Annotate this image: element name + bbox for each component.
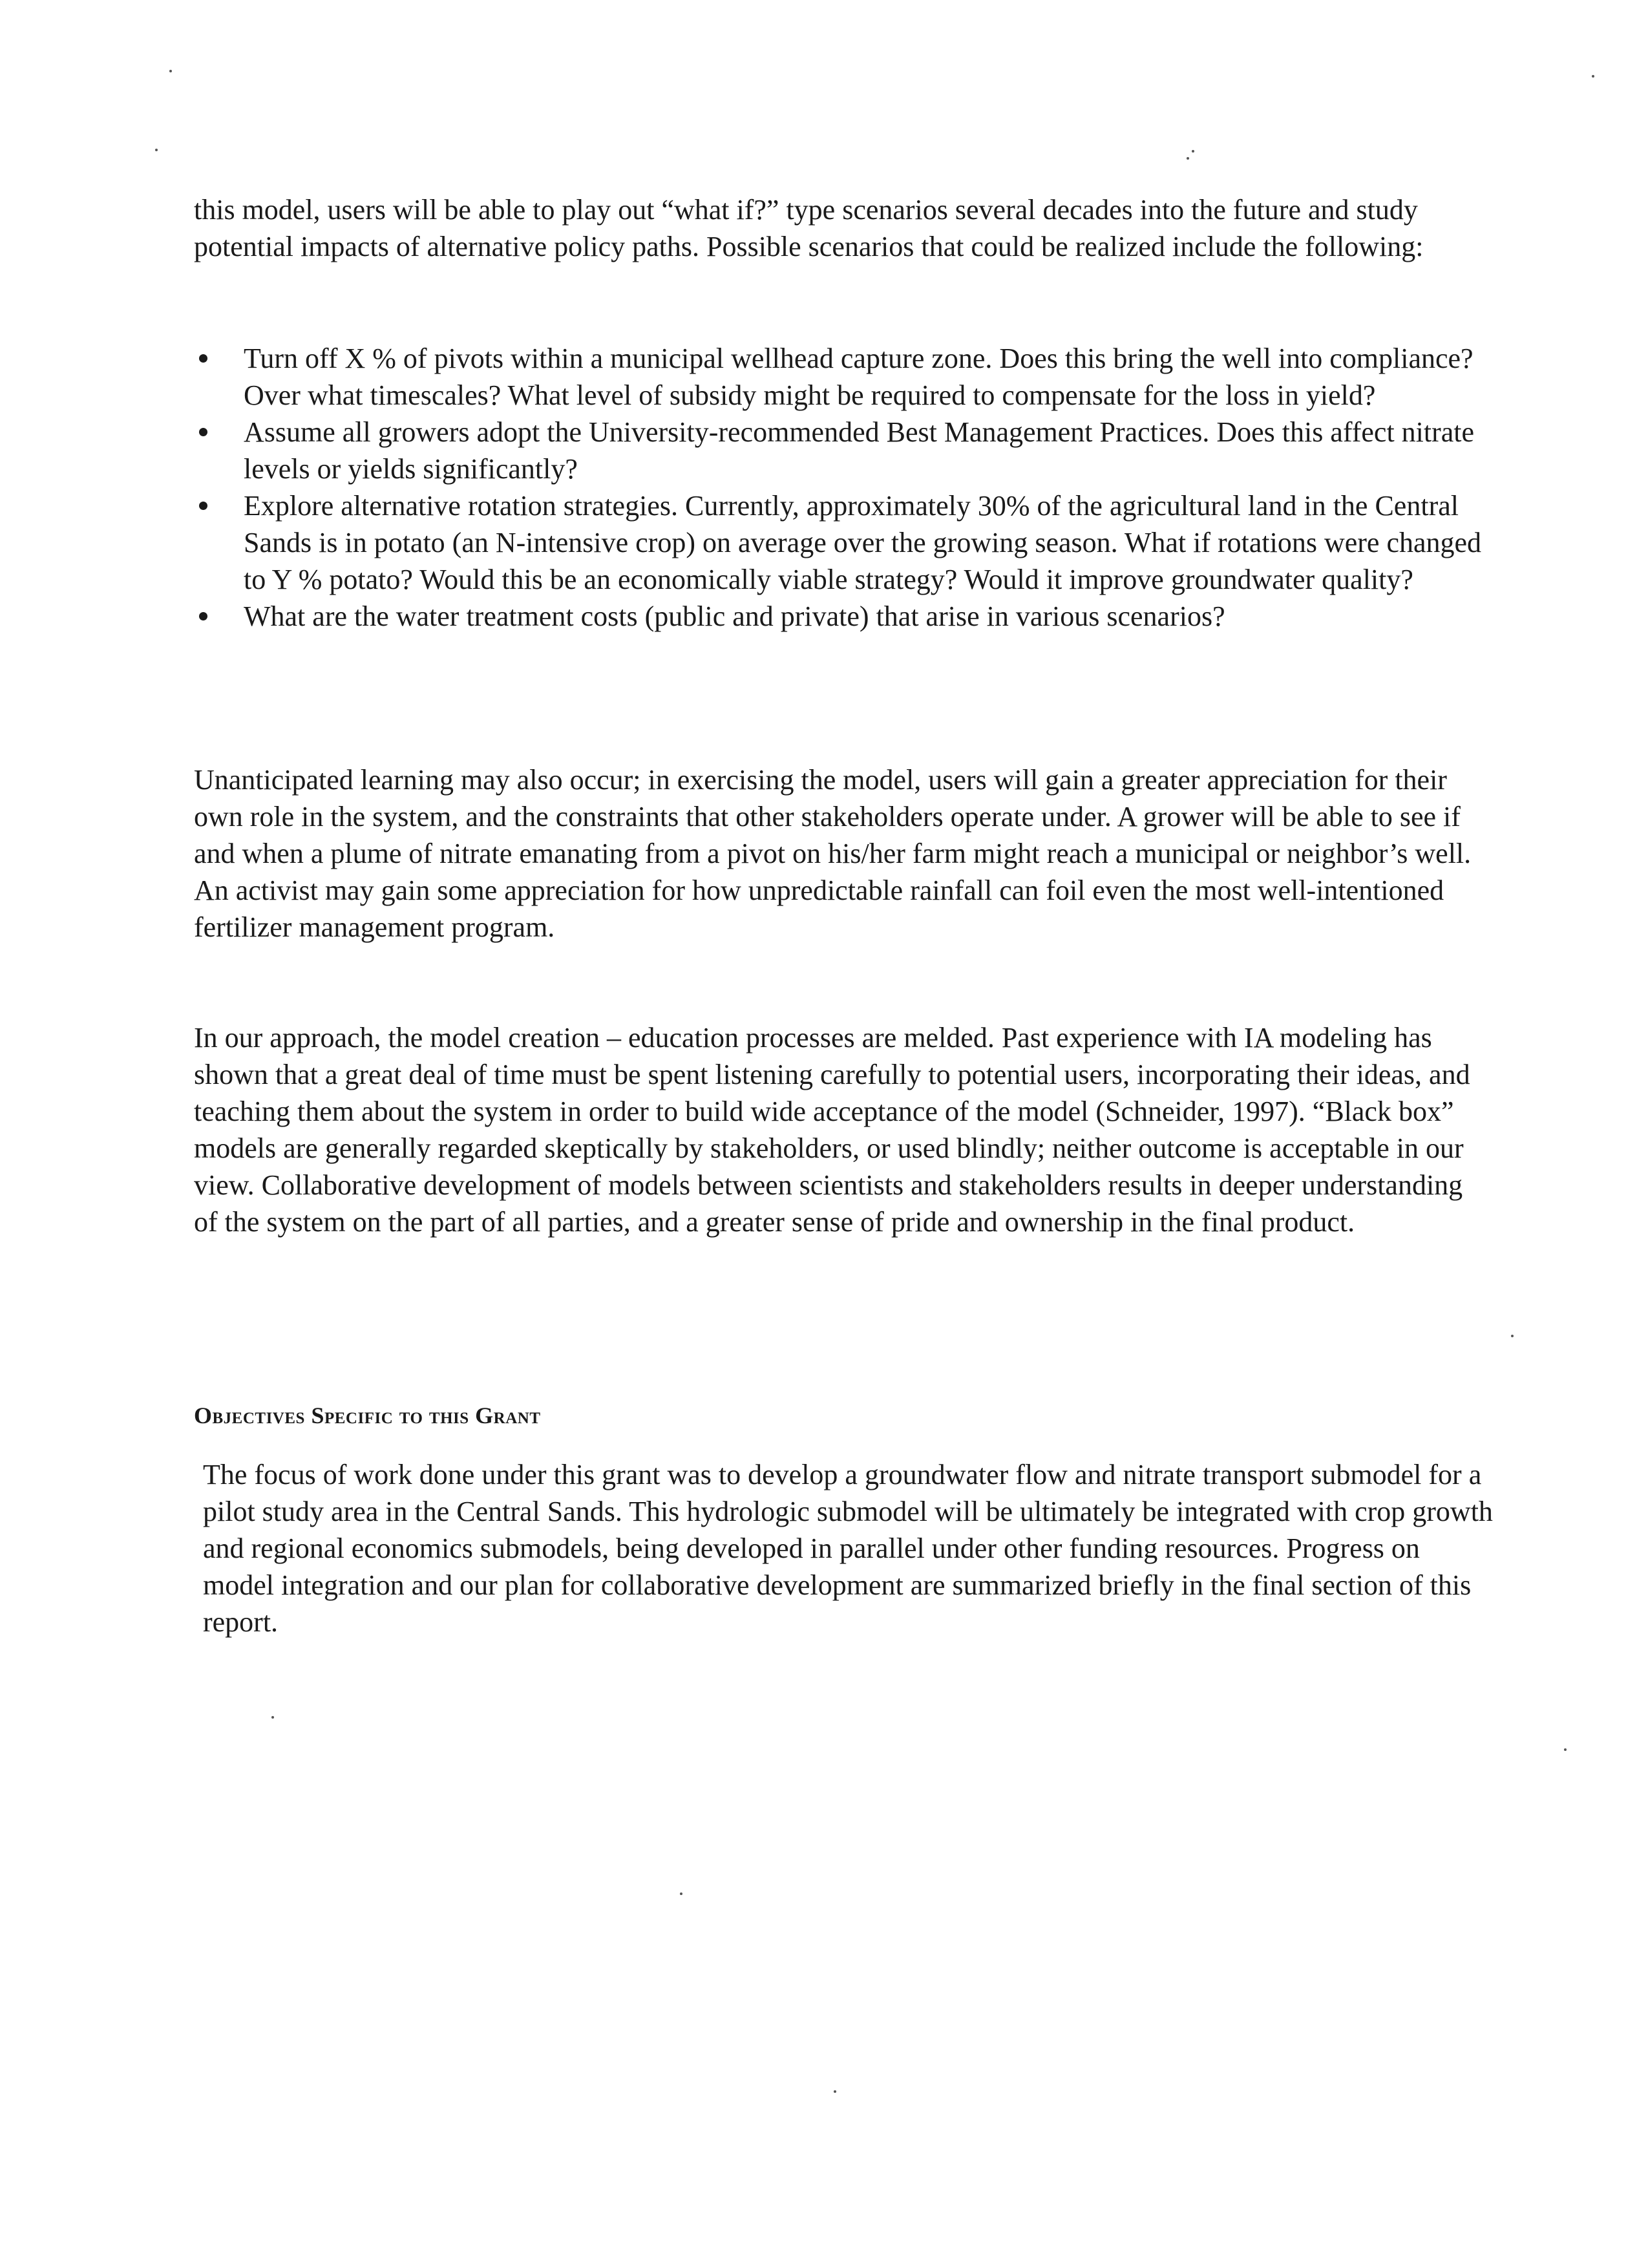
scan-speck — [169, 70, 172, 72]
scan-speck — [155, 149, 158, 151]
section-heading: Objectives Specific to this Grant — [194, 1403, 541, 1428]
scan-speck — [1187, 157, 1189, 160]
paragraph-intro: this model, users will be able to play out “what if?” type scenarios several decades into the future and study potential impacts of alternative policy paths. Possible scenarios that could be realized include the following: — [194, 194, 1424, 262]
paragraph-approach: In our approach, the model creation – education processes are melded. Past experience with IA modeling has shown that a great deal of time must be spent listening carefully to potential users, incorporating their ideas, and teaching them about the system in order to build wide acceptance of the model (Schneider, 1997). “Black box” models are generally regarded skeptically by stakeholders, or used blindly; neither outcome is acceptable in our view. Collaborative development of models between scientists and stakeholders results in deeper understanding of the system on the part of all parties, and a greater sense of pride and ownership in the final product. — [194, 1022, 1470, 1238]
paragraph-focus: The focus of work done under this grant was to develop a groundwater flow and nitrate transport submodel for a pilot study area in the Central Sands. This hydrologic submodel will be ultimately be integrated with crop growth and regional economics submodels, being developed in parallel under other funding resources. Progress on model integration and our plan for collaborative development are summarized briefly in the final section of this report. — [203, 1459, 1493, 1638]
paragraph-learning: Unanticipated learning may also occur; in exercising the model, users will gain a greater appreciation for their own role in the system, and the constraints that other stakeholders operate under. A grower will be able to see if and when a plume of nitrate emanating from a pivot on his/her farm might reach a municipal or neighbor’s well. An activist may gain some appreciation for how unpredictable rainfall can foil even the most well-intentioned fertilizer management program. — [194, 764, 1472, 943]
list-item — [194, 598, 1486, 635]
scan-speck — [1511, 1335, 1514, 1337]
bullet-icon — [199, 502, 207, 510]
scenario-list — [194, 340, 1486, 635]
scan-speck — [680, 1892, 682, 1895]
list-item-text: Assume all growers adopt the University-recommended Best Management Practices. Does this affect nitrate levels or yields significantly? — [244, 416, 1475, 485]
scan-speck — [1192, 150, 1194, 153]
list-item — [194, 414, 1486, 487]
list-item — [194, 340, 1486, 414]
bullet-icon — [199, 612, 207, 620]
list-item-text: What are the water treatment costs (public and private) that arise in various scenarios? — [244, 600, 1225, 632]
scan-speck — [1564, 1748, 1567, 1751]
bullet-icon — [199, 354, 207, 363]
bullet-icon — [199, 428, 207, 436]
list-item — [194, 487, 1486, 598]
scan-speck — [834, 2090, 836, 2093]
list-item-text: Turn off X % of pivots within a municipal wellhead capture zone. Does this bring the well into compliance? Over what timescales? What level of subsidy might be required to compensate for the loss in yield? — [244, 343, 1474, 411]
scan-speck — [1592, 75, 1594, 78]
list-item-text: Explore alternative rotation strategies. Currently, approximately 30% of the agricultural land in the Central Sands is in potato (an N-intensive crop) on average over the growing season. What if rotations were changed to Y % potato? Would this be an economically viable strategy? Would it improve groundwater quality? — [244, 490, 1482, 595]
scan-speck — [271, 1716, 274, 1719]
